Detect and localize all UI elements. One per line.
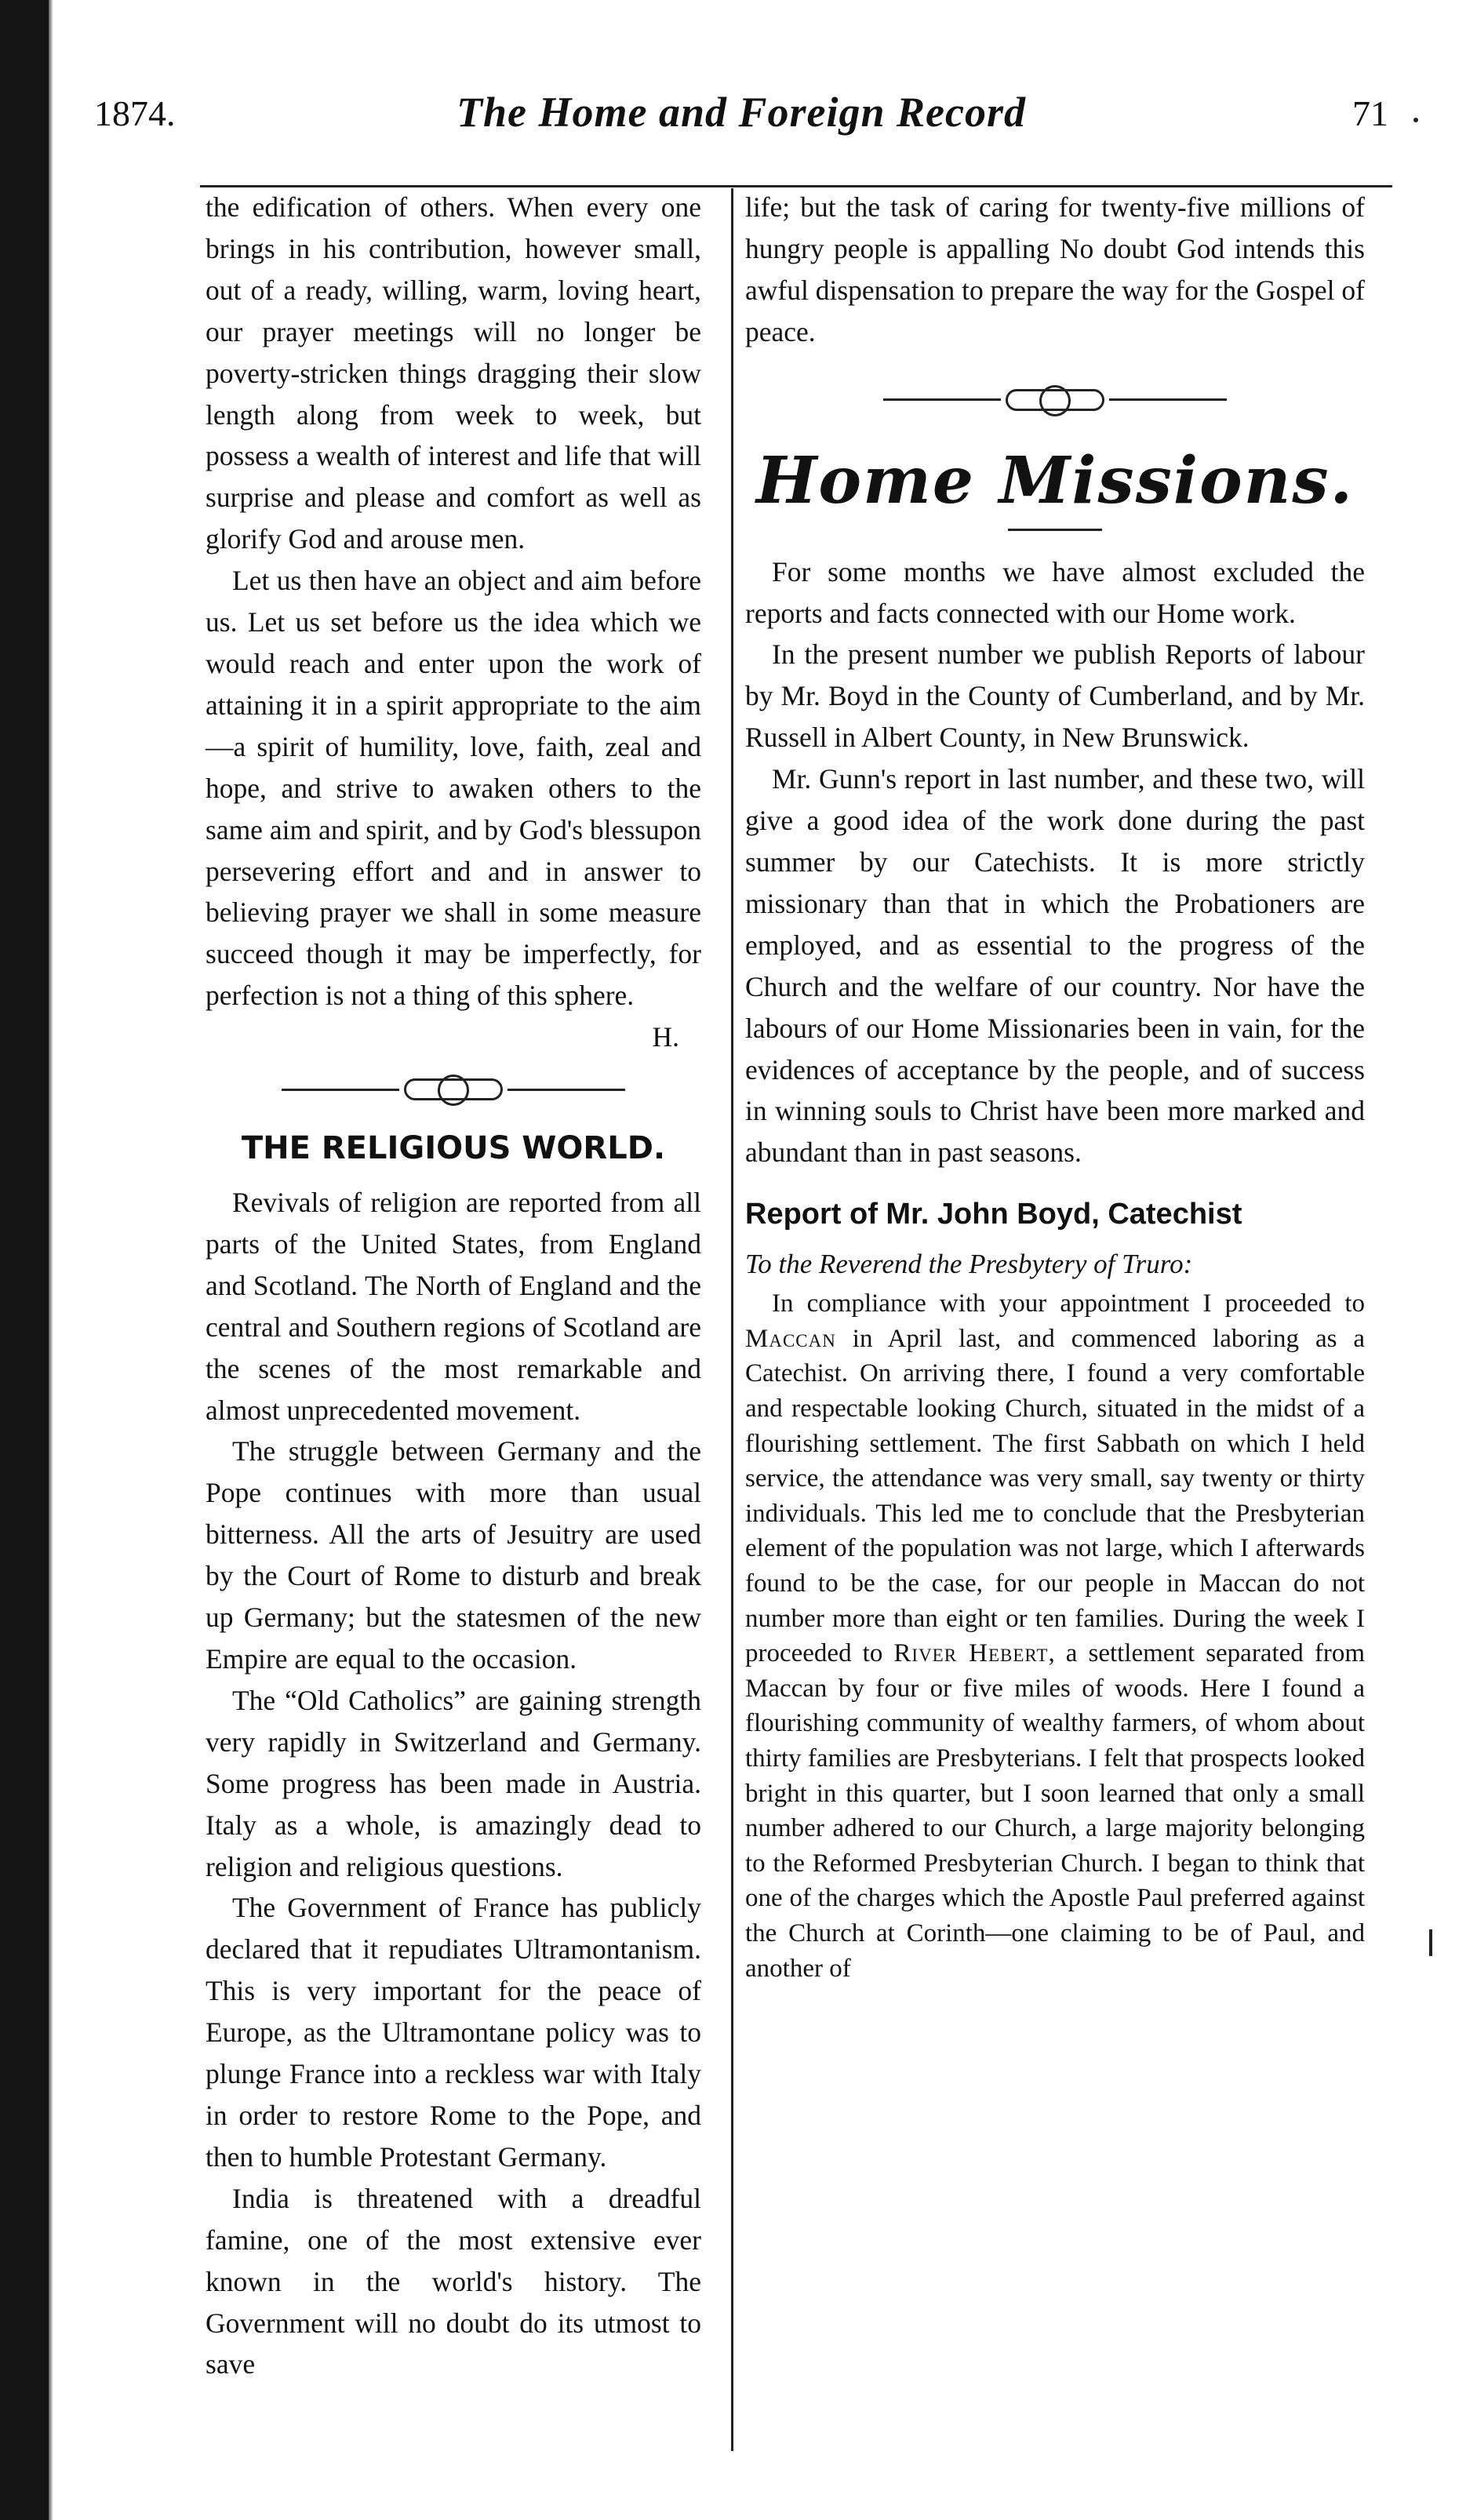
author-signature: H. (652, 1021, 679, 1053)
running-header (94, 89, 1388, 163)
report-text-1: In compliance with your appointment I proceeded to (772, 1289, 1365, 1318)
left-column (206, 187, 701, 2385)
religious-world-paragraph-5: India is threatened with a dreadful famine, one of the most extensive ever known in the world's history. The Government will no doubt do its utmost to save (206, 2182, 701, 2380)
report-salutation: To the Reverend the Presbytery of Truro: (745, 1249, 1193, 1280)
place-maccan: Maccan (745, 1324, 836, 1353)
home-missions-paragraph-1: For some months we have almost excluded the reports and facts connected with our Home work. (745, 555, 1365, 629)
report-text-3: , a settlement separated from Maccan by four or five miles of woods. Here I found a flourishing community of wealthy farmers, of whom about thirty families are Presbyterians. I felt that prospects looked bright in this quarter, but I soon learned that only a small number adhered to our Church, a large majority belonging to the Reformed Presbyterian Church. I began to think that one of the charges which the Apostle Paul preferred against the Church at Corinth—one claiming to be of Paul, and another of (745, 1639, 1365, 1983)
home-missions-paragraph-3: Mr. Gunn's report in last number, and these two, will give a good idea of the work done during the past summer by our Catechists. It is more strictly missionary than that in which the Probationers are employed, and as essential to the progress of the Church and the welfare of our country. Nor have the labours of our Home Missionaries been in vain, for the evidences of acceptance by the people, and of success in winning souls to Christ have been more marked and abundant than in past seasons. (745, 763, 1365, 1169)
report-body (745, 1286, 1365, 1986)
section-ornament (206, 1058, 701, 1121)
section-ornament-2 (745, 369, 1365, 431)
margin-dot (1413, 118, 1418, 122)
place-river-hebert: River Hebert (893, 1639, 1049, 1668)
report-text-2: in April last, and commenced laboring as a Catechist. On arriving there, I found a very comfortable and respectable looking Church, situated in the midst of a flourishing settlement. The first Sabbath on which I held service, the attendance was very small, say twenty or thirty individuals. This led me to conclude that the Presbyterian element of the population was not large, which I afterwards found to be the case, for our people in Maccan do not number more than eight or ten families. During the week I proceeded to (745, 1324, 1365, 1668)
religious-world-paragraph-4: The Government of France has publicly declared that it repudiates Ultramontanism. This is very important for the peace of Europe, as the Ultramontane policy was to plunge France into a reckless war with Italy in order to restore Rome to the Pope, and then to humble Protestant Germany. (206, 1892, 701, 2173)
heading-underline (1008, 529, 1102, 531)
religious-world-heading: THE RELIGIOUS WORLD. (241, 1130, 666, 1167)
religious-world-paragraph-3: The “Old Catholics” are gaining strength very rapidly in Switzerland and Germany. Some progress has been made in Austria. Italy as a whole, is amazingly dead to religion and religious questions. (206, 1684, 701, 1882)
column-divider (731, 188, 733, 2451)
india-continuation: life; but the task of caring for twenty-five millions of hungry people is appalling No doubt God intends this awful dispensation to prepare the way for the Gospel of peace. (745, 191, 1365, 347)
journal-title: The Home and Foreign Record (457, 89, 1026, 136)
report-heading: Report of Mr. John Boyd, Catechist (745, 1198, 1242, 1231)
home-missions-heading: Home Missions. (755, 442, 1355, 518)
religious-world-paragraph-2: The struggle between Germany and the Pope continues with more than usual bitterness. All the arts of Jesuitry are used by the Court of Rome to disturb and break up Germany; but the statesmen of the new Empire are equal to the occasion. (206, 1435, 701, 1675)
binding-edge (0, 0, 49, 2520)
right-column (745, 187, 1365, 1986)
page-number: 71 (1352, 93, 1388, 133)
margin-mark (1429, 1929, 1432, 1956)
prayer-meeting-paragraph-2: Let us then have an object and aim before us. Let us set before us the idea which we would reach and enter upon the work of attaining it in a spirit appropriate to the aim—a spirit of humility, love, faith, zeal and hope, and strive to awaken others to the same aim and spirit, and by God's blessupon persevering effort and and in answer to believing prayer we shall in some measure succeed though it may be imperfectly, for perfection is not a thing of this sphere. (206, 565, 701, 1012)
header-year: 1874. (94, 93, 176, 133)
home-missions-paragraph-2: In the present number we publish Reports of labour by Mr. Boyd in the County of Cumberland, and by Mr. Russell in Albert County, in New Brunswick. (745, 638, 1365, 754)
religious-world-paragraph-1: Revivals of religion are reported from all parts of the United States, from England and Scotland. The North of England and the central and Southern regions of Scotland are the scenes of the most remarkable and almost unprecedented movement. (206, 1187, 701, 1426)
prayer-meeting-paragraph-1: the edification of others. When every one brings in his contribution, however small, out of a ready, willing, warm, loving heart, our prayer meetings will no longer be poverty-stricken things dragging their slow length along from week to week, but possess a wealth of interest and life that will surprise and please and comfort as well as glorify God and arouse men. (206, 191, 701, 555)
